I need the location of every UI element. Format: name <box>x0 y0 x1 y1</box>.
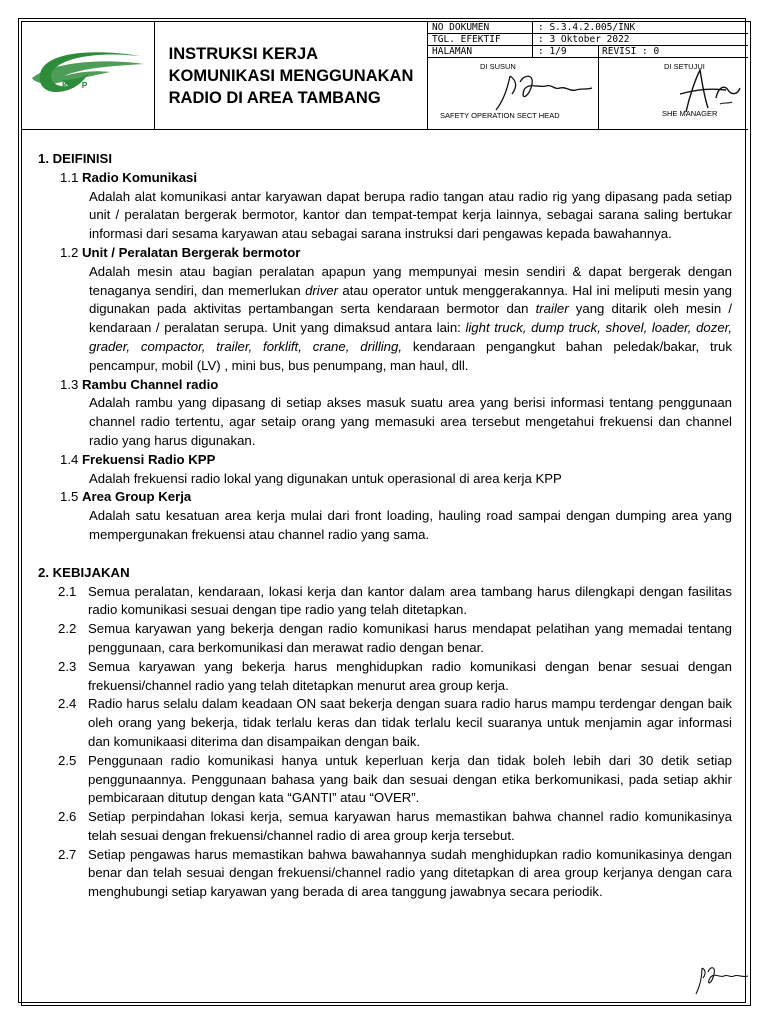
prepared-signature <box>490 66 600 114</box>
definition-item <box>38 169 732 244</box>
document-title <box>169 43 414 109</box>
policy-number: 2.4 <box>58 696 77 712</box>
revision-value: REVISI : 0 <box>602 46 660 57</box>
item-label: Area Group Kerja <box>82 489 192 505</box>
meta-row-effective <box>428 34 748 46</box>
policy-text: Radio harus selalu dalam keadaan ON saat bekerja dengan suara radio harus mampu terdengar dengan baik oleh orang yang bekerja, tidak terlalu keras dan tidak terlalu kecil suaranya untuk menjamin agar informasi dan komunikaasi diterima dan disampaikan dengan baik. <box>88 696 732 749</box>
prepared-role: SAFETY OPERATION SECT HEAD <box>440 111 560 120</box>
policy-text: Semua karyawan yang bekerja dengan radio komunikasi harus mendapat pelatihan yang memadai tentang penggunaan, cara berkomunikasi dan merawat radio dengan benar. <box>88 621 732 655</box>
policy-item <box>38 658 732 696</box>
approved-by-label: DI SETUJUI <box>664 62 705 71</box>
policy-item <box>38 695 732 751</box>
logo-text: KPP <box>62 80 92 90</box>
policy-text: Setiap pengawas harus memastikan bahwa bawahannya sudah menghidupkan radio komunikasinya dengan benar dan telah sesuai dengan frekuensi/channel radio yang ditetapkan di area group kerjanya dengan cara menghubungi setiap karyawan yang berada di area tanggung jawabnya secara periodik. <box>88 846 732 900</box>
item-label: Radio Komunikasi <box>82 169 198 185</box>
item-number: 1.1 <box>60 169 79 185</box>
page-value: : 1/9 <box>538 46 567 57</box>
policy-number: 2.2 <box>58 621 77 637</box>
approved-role: SHE MANAGER <box>662 109 718 118</box>
definition-item <box>38 451 732 489</box>
body-text: Adalah mesin atau bagian peralatan apapun yang mempunyai mesin sendiri & dapat bergerak dengan tenaganya sendiri, dan memerlukan <box>89 263 732 298</box>
meta-divider-1 <box>532 22 533 58</box>
body-italic: trailer <box>535 301 569 317</box>
item-body: Adalah frekuensi radio lokal yang digunakan untuk operasional di area kerja KPP <box>89 470 562 486</box>
item-label: Rambu Channel radio <box>82 376 219 392</box>
title-line-1: INSTRUKSI KERJA <box>168 45 319 63</box>
body-italic: driver <box>305 282 339 298</box>
policy-number: 2.5 <box>58 752 77 768</box>
doc-no-label: NO DOKUMEN <box>432 22 490 33</box>
item-label: Unit / Peralatan Bergerak bermotor <box>82 244 301 260</box>
meta-row-doc-no <box>428 22 748 34</box>
policy-number: 2.1 <box>58 583 77 599</box>
item-body <box>38 263 732 376</box>
policy-item <box>38 620 732 658</box>
kpp-logo <box>22 22 155 130</box>
body-italic: light truck, dump truck, shovel, loader, dozer, grader, compactor, trailer, forklift, crane, drilling, <box>89 320 732 354</box>
title-cell <box>155 22 428 130</box>
definition-item <box>38 376 732 451</box>
document-body <box>38 150 732 902</box>
item-body: Adalah satu kesatuan area kerja mulai dari front loading, hauling road sampai dengan dumping area yang mempergunakan frekuensi atau channel radio yang sama. <box>89 508 732 542</box>
policy-item <box>38 583 732 621</box>
item-number: 1.3 <box>60 376 79 392</box>
item-body: Adalah rambu yang dipasang di setiap akses masuk suatu area yang berisi informasi tentang penggunaan channel radio tertentu, agar setaip orang yang memasuki area tersebut mengetahui frekuensi dan channel radio yang harus digunakan. <box>89 395 732 448</box>
policy-item <box>38 808 732 846</box>
prepared-by-label: DI SUSUN <box>480 62 516 71</box>
policy-item <box>38 752 732 808</box>
policy-text: Semua karyawan yang bekerja harus menghidupkan radio komunikasi dengan benar sesuai dengan frekuensi/channel radio yang telah ditetapkan menurut area group kerja. <box>88 658 732 693</box>
definition-item <box>38 244 732 376</box>
doc-no-value: : S.3.4.2.005/INK <box>538 22 636 33</box>
document-header <box>22 22 748 130</box>
footer-initials <box>694 962 754 998</box>
document-meta <box>428 22 748 130</box>
policy-text: Setiap perpindahan lokasi kerja, semua karyawan harus memastikan bahwa channel radio komunikasinya telah sesuai dengan frekuensi/channel radio di area group kerja tersebut. <box>88 809 732 843</box>
item-body: Adalah alat komunikasi antar karyawan dapat berupa radio tangan atau radio rig yang dipasang pada setiap unit / peralatan bergerak bermotor, kantor dan tempat-tempat kerja lainnya, sebagai sarana saling bertukar informasi dari sesama karyawan atau sebagai sarana instruksi dari pengawas kepada bawahannya. <box>89 188 732 242</box>
item-label: Frekuensi Radio KPP <box>82 451 216 467</box>
body-text: yang ditarik oleh mesin / kendaraan / peralatan serupa. Unit yang dimaksud antara lain: <box>89 301 732 336</box>
policy-number: 2.6 <box>58 809 77 825</box>
effective-value: : 3 Oktober 2022 <box>538 34 630 45</box>
policy-text: Penggunaan radio komunikasi hanya untuk keperluan kerja dan tidak boleh lebih dari 30 detik setiap penggunaannya. Penggunaan bahasa yang baik dan sesuai dengan etika berkomunikasi, pada setiap akhir pembicaraan ditutup dengan kata “GANTI” atau “OVER”. <box>88 752 732 806</box>
section-title-kebijakan: 2. KEBIJAKAN <box>38 564 130 580</box>
logo-cell <box>22 22 155 130</box>
policy-number: 2.7 <box>58 846 77 862</box>
meta-row-page <box>428 46 748 58</box>
title-line-3: RADIO DI AREA TAMBANG <box>168 89 381 107</box>
policy-item <box>38 846 732 902</box>
item-number: 1.2 <box>60 244 79 260</box>
body-text: atau operator untuk menggerakannya. Hal ini meliputi mesin yang digunakan pada aktivitas pertambangan serta kendaraan bermotor dan <box>89 282 732 317</box>
effective-label: TGL. EFEKTIF <box>432 34 501 45</box>
policy-text: Semua peralatan, kendaraan, lokasi kerja dan kantor dalam area tambang harus dilengkapi dengan fasilitas radio komunikasi sesuai dengan tipe radio yang telah ditetapkan. <box>88 583 732 618</box>
section-title-definisi: 1. DEIFINISI <box>38 151 113 166</box>
title-line-2: KOMUNIKASI MENGGUNAKAN <box>168 67 414 85</box>
page-label: HALAMAN <box>432 46 473 57</box>
definition-item <box>38 488 732 544</box>
body-text: kendaraan pengangkut bahan peledak/bakar, truk pencampur, mobil (LV) , mini bus, bus penumpang, man haul, dll. <box>89 338 732 373</box>
item-number: 1.4 <box>60 451 79 467</box>
policy-number: 2.3 <box>58 658 77 674</box>
item-number: 1.5 <box>60 489 79 505</box>
